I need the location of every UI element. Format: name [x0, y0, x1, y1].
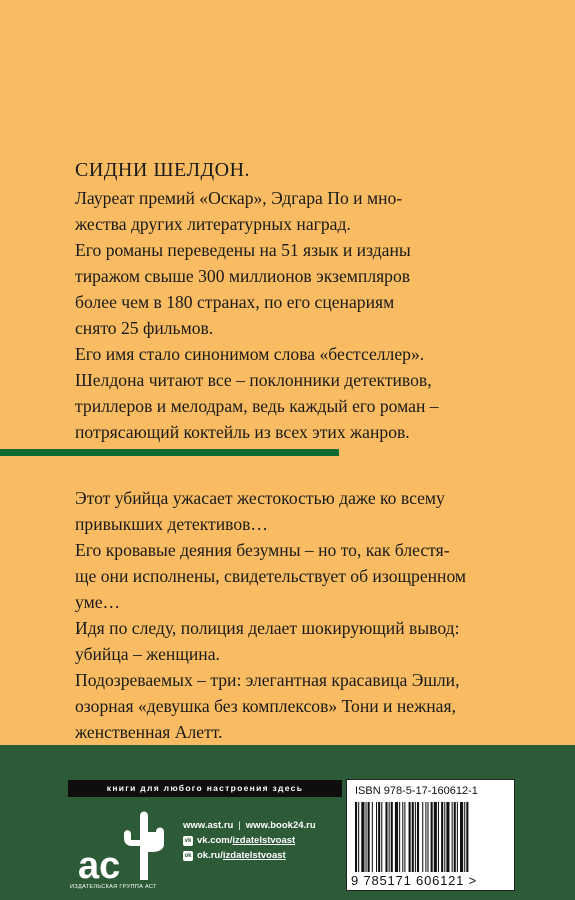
- website-link-ast[interactable]: www.ast.ru: [183, 820, 234, 831]
- website-links: [183, 818, 316, 833]
- author-name: СИДНИ ШЕЛДОН.: [75, 159, 251, 181]
- author-bio-line: тиражом свыше 300 миллионов экземпляров: [75, 266, 411, 286]
- author-bio-line: более чем в 180 странах, по его сценариям: [75, 292, 395, 312]
- blurb-line: женственная Алетт.: [75, 722, 223, 742]
- blurb-line: ще они исполнены, свидетельствует об изощренном: [75, 566, 467, 586]
- author-bio: [75, 155, 495, 445]
- author-bio-line: Шелдона читают все – поклонники детективов,: [75, 370, 432, 390]
- link-separator: |: [238, 820, 241, 831]
- author-bio-line: жества других литературных наград.: [75, 214, 351, 234]
- blurb-line: Идя по следу, полиция делает шокирующий вывод:: [75, 618, 460, 638]
- book-blurb: [75, 485, 535, 771]
- svg-text:ас: ас: [78, 845, 121, 887]
- author-bio-line: Лауреат премий «Оскар», Эдгара По и мно-: [75, 188, 403, 208]
- isbn-number: ISBN 978-5-17-160612-1: [355, 785, 478, 797]
- barcode-icon: [353, 802, 509, 872]
- ok-link[interactable]: [183, 848, 316, 863]
- ast-logo-icon: [72, 802, 182, 894]
- blurb-line: Этот убийца ужасает жестокостью даже ко всему: [75, 488, 445, 508]
- vk-icon: vk: [184, 837, 192, 844]
- blurb-line: озорная «девушка без комплексов» Тони и нежная,: [75, 696, 456, 716]
- blurb-line: привыкших детективов…: [75, 514, 269, 534]
- ok-domain: ok.ru/: [197, 850, 223, 861]
- website-link-book24[interactable]: www.book24.ru: [245, 820, 316, 831]
- author-bio-line: Его имя стало синонимом слова «бестселлер».: [75, 344, 425, 364]
- author-bio-line: Его романы переведены на 51 язык и изданы: [75, 240, 411, 260]
- slogan-banner: книги для любого настроения здесь: [68, 780, 342, 797]
- author-bio-line: триллеров и мелодрам, ведь каждый его роман –: [75, 396, 439, 416]
- vk-domain: vk.com/: [197, 835, 233, 846]
- blurb-line: уме…: [75, 592, 121, 612]
- ok-icon: ok: [184, 852, 192, 859]
- isbn-barcode-box: [346, 779, 515, 891]
- blurb-line: убийца – женщина.: [75, 644, 220, 664]
- author-bio-text: [75, 185, 495, 445]
- section-divider: [0, 449, 339, 456]
- vk-link[interactable]: [183, 833, 316, 848]
- vk-handle: izdatelstvoast: [232, 835, 296, 846]
- publisher-links: [183, 818, 316, 863]
- blurb-line: Подозреваемых – три: элегантная красавица Эшли,: [75, 670, 460, 690]
- barcode-digits: 9 785171 606121 >: [351, 873, 478, 888]
- publisher-label: ИЗДАТЕЛЬСКАЯ ГРУППА АСТ: [70, 884, 157, 890]
- blurb-line: Его кровавые деяния безумны – но то, как блестя-: [75, 540, 450, 560]
- author-bio-line: снято 25 фильмов.: [75, 318, 214, 338]
- ok-handle: izdatelstvoast: [222, 850, 286, 861]
- author-bio-line: потрясающий коктейль из всех этих жанров.: [75, 422, 410, 442]
- publisher-footer: [0, 745, 575, 900]
